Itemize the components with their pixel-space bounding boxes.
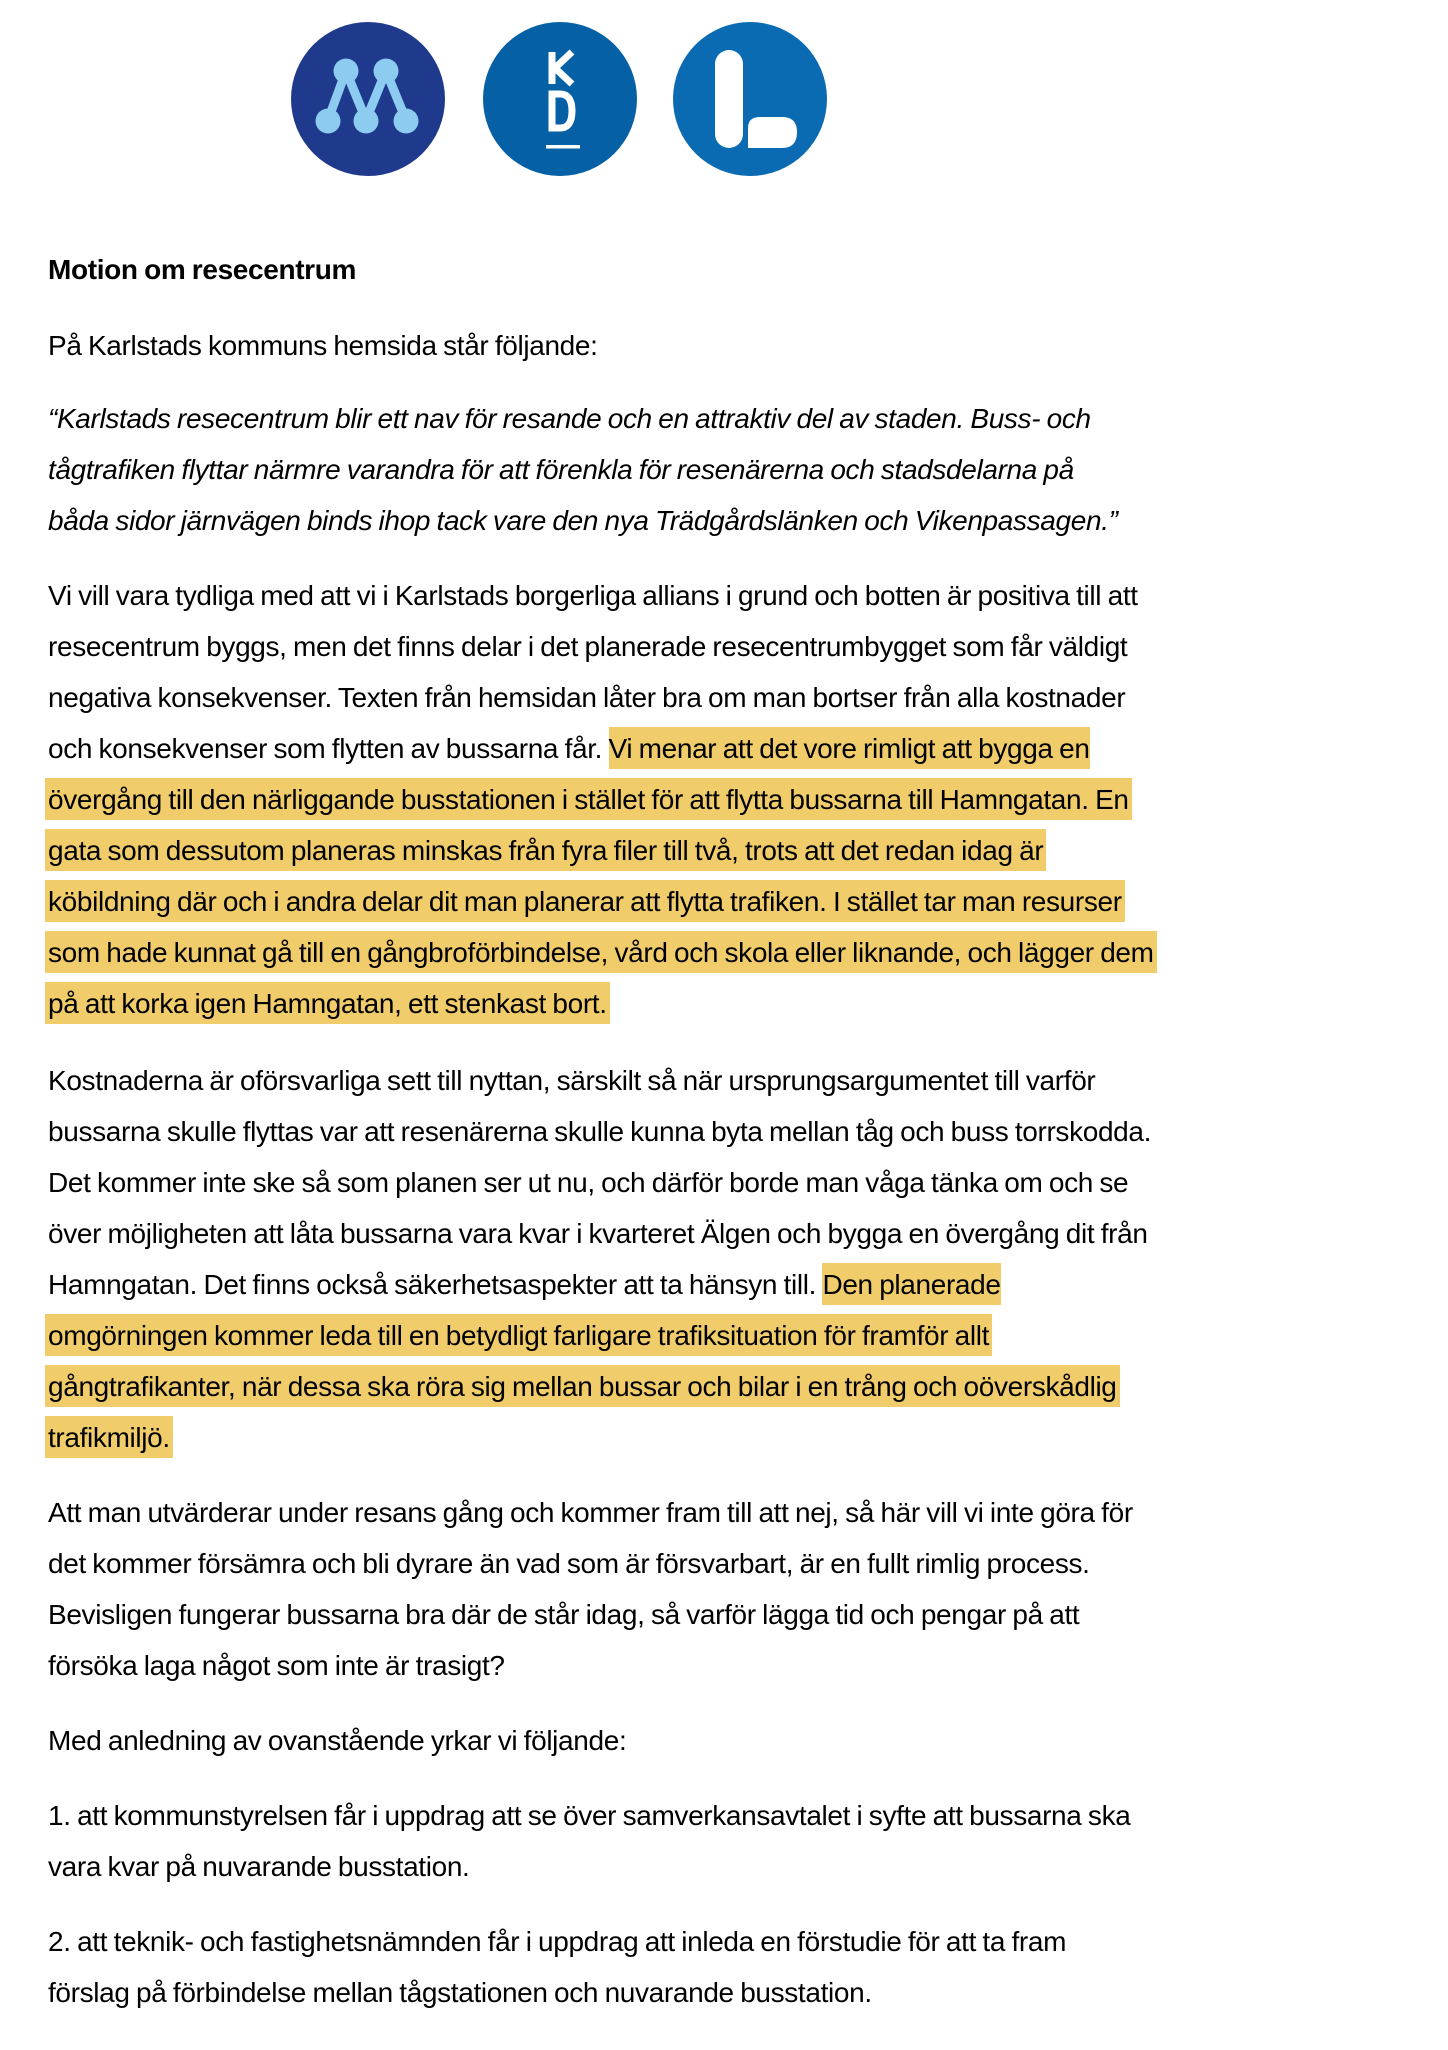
paragraph-line: över möjligheten att låta bussarna vara kvar i kvarteret Älgen och bygga en övergång dit från xyxy=(48,1218,1148,1249)
paragraph-line xyxy=(48,825,1046,876)
paragraph-line: Vi vill vara tydliga med att vi i Karlstads borgerliga allians i grund och botten är positiva till att xyxy=(48,580,1138,611)
kd-letters-icon xyxy=(482,21,638,177)
demand-line: 1. att kommunstyrelsen får i uppdrag att se över samverkansavtalet i syfte att bussarna ska xyxy=(48,1800,1131,1831)
plain-text: Hamngatan. Det finns också säkerhetsaspekter att ta hänsyn till. xyxy=(48,1269,823,1300)
paragraph-line: Det kommer inte ske så som planen ser ut nu, och därför borde man våga tänka om och se xyxy=(48,1167,1129,1198)
highlighted-text: köbildning där och i andra delar dit man planerar att flytta trafiken. I stället tar man resurser xyxy=(45,880,1125,922)
highlighted-text: som hade kunnat gå till en gångbroförbindelse, vård och skola eller liknande, och lägger dem xyxy=(45,931,1157,973)
highlighted-text: på att korka igen Hamngatan, ett stenkast bort. xyxy=(45,982,610,1024)
demand-line: förslag på förbindelse mellan tågstationen och nuvarande busstation. xyxy=(48,1977,872,2008)
highlighted-text: Den planerade xyxy=(822,1263,1000,1305)
document-title: Motion om resecentrum xyxy=(48,254,357,285)
liberalerna-logo xyxy=(672,21,828,177)
demand-line: 2. att teknik- och fastighetsnämnden får i uppdrag att inleda en förstudie för att ta fram xyxy=(48,1926,1067,1957)
paragraph-line xyxy=(48,978,610,1029)
highlighted-text: övergång till den närliggande busstationen i stället för att flytta bussarna till Hamngatan. En xyxy=(45,778,1132,820)
kristdemokraterna-logo xyxy=(482,21,638,177)
paragraph-line: Att man utvärderar under resans gång och kommer fram till att nej, så här vill vi inte göra för xyxy=(48,1497,1133,1528)
paragraph-line: Bevisligen fungerar bussarna bra där de står idag, så varför lägga tid och pengar på att xyxy=(48,1599,1080,1630)
highlighted-text: gata som dessutom planeras minskas från fyra filer till två, trots att det redan idag är xyxy=(45,829,1046,871)
quote-line: “Karlstads resecentrum blir ett nav för resande och en attraktiv del av staden. Buss- och xyxy=(48,403,1091,434)
paragraph-line xyxy=(48,927,1157,978)
paragraph-line xyxy=(48,1259,1001,1310)
paragraph-line: bussarna skulle flyttas var att resenärerna skulle kunna byta mellan tåg och buss torrskodda. xyxy=(48,1116,1152,1147)
moderaterna-logo xyxy=(290,21,446,177)
paragraph-line: Kostnaderna är oförsvarliga sett till nyttan, särskilt så när ursprungsargumentet till varför xyxy=(48,1065,1096,1096)
paragraph-line xyxy=(48,1412,173,1463)
paragraph-line: resecentrum byggs, men det finns delar i det planerade resecentrumbygget som får väldigt xyxy=(48,631,1128,662)
paragraph-line: försöka laga något som inte är trasigt? xyxy=(48,1650,505,1681)
paragraph-line xyxy=(48,774,1132,825)
highlighted-text: Vi menar att det vore rimligt att bygga en xyxy=(609,727,1090,769)
paragraph-line: det kommer försämra och bli dyrare än vad som är försvarbart, är en fullt rimlig process. xyxy=(48,1548,1090,1579)
liberalerna-l-icon xyxy=(672,21,828,177)
highlighted-text: gångtrafikanter, när dessa ska röra sig mellan bussar och bilar i en trång och oöverskådlig xyxy=(45,1365,1120,1407)
moderaterna-m-icon xyxy=(290,21,446,177)
plain-text: och konsekvenser som flytten av bussarna får. xyxy=(48,733,609,764)
demand-line: vara kvar på nuvarande busstation. xyxy=(48,1851,470,1882)
highlighted-text: omgörningen kommer leda till en betydligt farligare trafiksituation för framför allt xyxy=(45,1314,992,1356)
quote-line: tågtrafiken flyttar närmre varandra för att förenkla för resenärerna och stadsdelarna på xyxy=(48,454,1074,485)
highlighted-text: trafikmiljö. xyxy=(45,1416,173,1458)
paragraph-line xyxy=(48,1310,992,1361)
paragraph-line: negativa konsekvenser. Texten från hemsidan låter bra om man bortser från alla kostnader xyxy=(48,682,1126,713)
quote-line: båda sidor järnvägen binds ihop tack vare den nya Trädgårdslänken och Vikenpassagen.” xyxy=(48,505,1118,536)
paragraph-line xyxy=(48,723,1090,774)
paragraph-line xyxy=(48,876,1125,927)
intro-text: På Karlstads kommuns hemsida står följande: xyxy=(48,330,598,361)
demands-intro: Med anledning av ovanstående yrkar vi följande: xyxy=(48,1725,627,1756)
paragraph-line xyxy=(48,1361,1120,1412)
